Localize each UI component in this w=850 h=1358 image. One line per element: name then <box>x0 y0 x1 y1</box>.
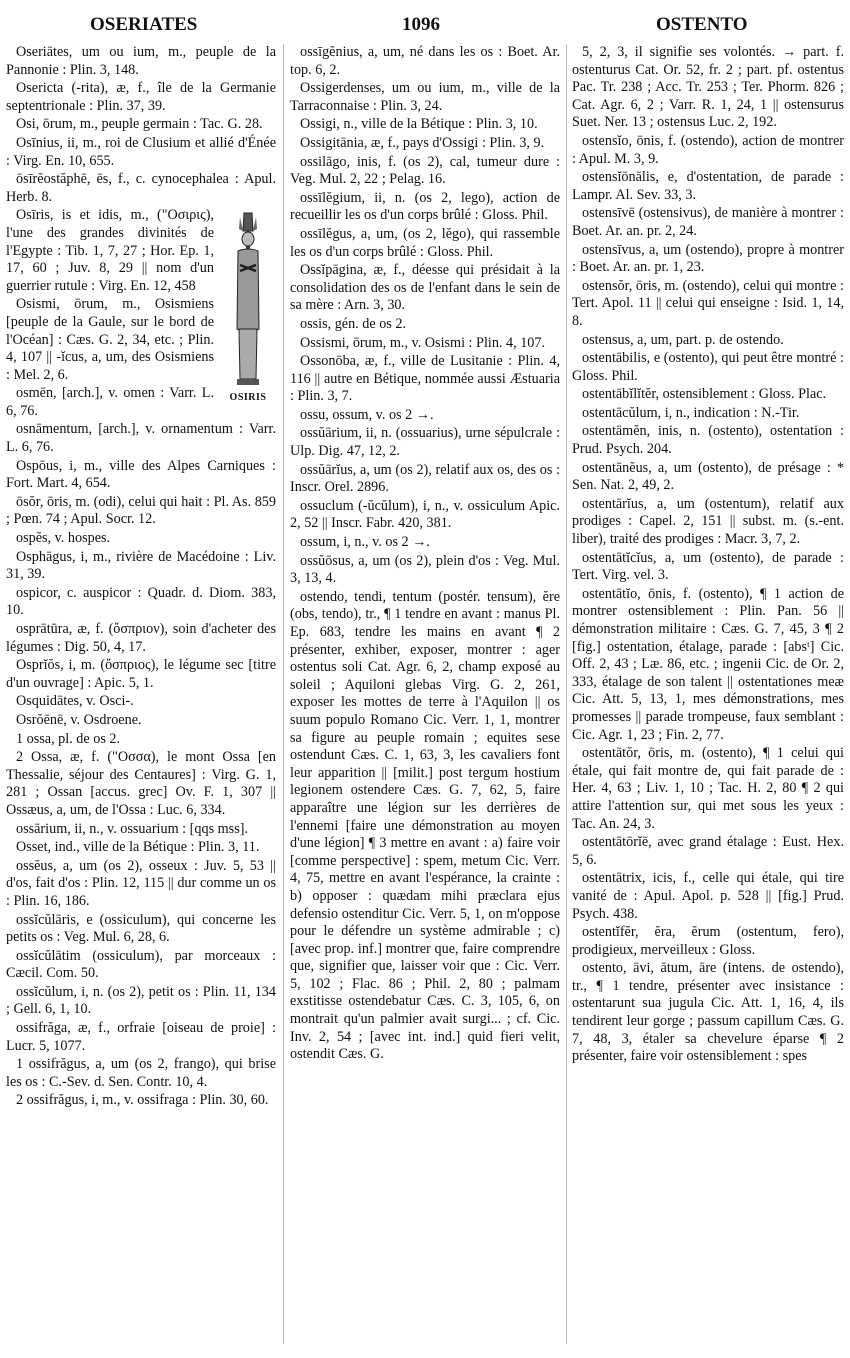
dictionary-entry: ossis, gén. de os 2. <box>300 315 407 332</box>
dictionary-entry: osnāmentum, [arch.], v. ornamentum : Varr. L. 6, 76. <box>6 421 276 456</box>
dictionary-entry: ostentābilis, e (ostento), qui peut être montré : Gloss. Phil. <box>572 350 844 384</box>
dictionary-entry: ostensŏr, ōris, m. (ostendo), celui qui montre : Tert. Apol. 11 || celui qui enseigne : Isid. 1, 14, 8. <box>572 277 844 329</box>
dictionary-entry: ospĕs, v. hospes. <box>16 530 111 547</box>
dictionary-entry: ōsŏr, ōris, m. (odi), celui qui hait : Pl. As. 859 ; Pœn. 74 ; Apul. Socr. 12. <box>6 493 276 528</box>
column-1 <box>6 44 276 1354</box>
running-header <box>0 10 850 44</box>
dictionary-entry: ossilāgo, inis, f. (os 2), cal, tumeur dure : Veg. Mul. 2, 22 ; Pelag. 16. <box>290 153 560 188</box>
dictionary-entry: ossŭārium, ii, n. (ossuarius), urne sépulcrale : Ulp. Dig. 47, 12, 2. <box>290 425 560 460</box>
dictionary-entry: ostentābĭlĭtĕr, ostensiblement : Gloss. Plac. <box>582 386 827 403</box>
dictionary-entry: ostensĭo, ōnis, f. (ostendo), action de montrer : Apul. M. 3, 9. <box>572 132 844 167</box>
dictionary-entry: Osset, ind., ville de la Bétique : Plin. 3, 11. <box>16 839 260 856</box>
dictionary-entry: ostentĭfĕr, ĕra, ĕrum (ostentum, fero), prodigieux, merveilleux : Gloss. <box>572 924 844 958</box>
dictionary-entry: Osphāgus, i, m., rivière de Macédoine : Liv. 31, 39. <box>6 548 276 583</box>
page-number: 1096 <box>402 14 440 35</box>
dictionary-entry: ostentātĭcĭus, a, um (ostento), de parade : Tert. Virg. vel. 3. <box>572 549 844 584</box>
dictionary-entry: ossārium, ii, n., v. ossuarium : [qqs mss]. <box>16 820 248 837</box>
dictionary-entry: 1 ossa, pl. de os 2. <box>16 730 121 747</box>
dictionary-entry: 2 ossifrăgus, i, m., v. ossifraga : Plin. 30, 60. <box>16 1092 269 1109</box>
osiris-statue-icon <box>226 209 270 389</box>
dictionary-entry: osmēn, [arch.], v. omen : Varr. L. 6, 76. <box>6 385 214 419</box>
dictionary-entry: Ossonōba, æ, f., ville de Lusitanie : Plin. 4, 116 || autre en Bétique, nommée aussi Æstuaria : Plin. 3, 7. <box>290 353 560 405</box>
dictionary-entry: ostentātrix, icis, f., celle qui étale, qui tire vanité de : Apul. Apol. p. 528 || [fig.] Prud. Psych. 438. <box>572 870 844 922</box>
dictionary-entry: ossĭcŭlum, i, n. (os 2), petit os : Plin. 11, 134 ; Gell. 6, 1, 10. <box>6 983 276 1018</box>
dictionary-entry: Ossismi, ōrum, m., v. Osismi : Plin. 4, 107. <box>300 334 546 351</box>
dictionary-entry: Osprĭŏs, i, m. (ὄσπριος), le légume sec [titre d'un ouvrage] : Apic. 5, 1. <box>6 657 276 691</box>
dictionary-entry: ostentātĭo, ōnis, f. (ostento), ¶ 1 action de montrer ostensiblement : Plin. Pan. 56 || démonstration militaire : Cæs. G. 7, 45, 3 ¶ 2 [fig.] ostentation, étalage, parade : [absᵗ] Cic. Off. 2, 43 ; Læ. 86, etc. ; ingenii Cic. de Or. 2, 333, étalage de son talent || ostentationes meæ Cic. Att. 5, 13, 1, mes démonstrations, mes promesses || parade trompeuse, faux semblant : Cic. Agr. 1, 23 ; Fin. 2, 77. <box>572 585 844 743</box>
dictionary-entry: Osericta (-rita), æ, f., île de la Germanie septentrionale : Plin. 37, 39. <box>6 80 276 114</box>
dictionary-entry: ostentātŏr, ōris, m. (ostento), ¶ 1 celui qui étale, qui fait montre de, qui fait parade de : Her. 4, 63 ; Liv. 1, 10 ; Tac. H. 2, 80 ¶ 2 qui attire l'attention sur, qui met sous les yeux : Tac. An. 24, 3. <box>572 745 844 832</box>
column-rule <box>283 44 284 1344</box>
dictionary-entry: ostentāmĕn, inis, n. (ostento), ostentation : Prud. Psych. 204. <box>572 423 844 458</box>
osiris-figure <box>220 209 276 407</box>
dictionary-entry: ostensīvē (ostensivus), de manière à montrer : Boet. Ar. an. pr. 2, 24. <box>572 205 844 239</box>
column-rule <box>566 44 567 1344</box>
dictionary-entry: ossŭōsus, a, um (os 2), plein d'os : Veg. Mul. 3, 13, 4. <box>290 552 560 587</box>
dictionary-entry: ossum, i, n., v. os 2 →. <box>300 534 430 551</box>
dictionary-entry: Ossigerdenses, um ou ium, m., ville de la Tarraconnaise : Plin. 3, 24. <box>290 80 560 114</box>
dictionary-entry: 2 Ossa, æ, f. ("Οσσα), le mont Ossa [en Thessalie, séjour des Centaures] : Virg. G. 1, 281 ; Ossan [accus. grec] Ov. F. 1, 307 || Ossæus, a, um, de l'Ossa : Luc. 6, 334. <box>6 749 276 818</box>
dictionary-entry: osprātūra, æ, f. (ὄσπριον), soin d'acheter des légumes : Dig. 50, 4, 17. <box>6 621 276 655</box>
figure-caption: OSIRIS <box>229 392 267 404</box>
dictionary-entry: Ossigi, n., ville de la Bétique : Plin. 3, 10. <box>300 116 538 133</box>
dictionary-entry: ostentācŭlum, i, n., indication : N.-Tir. <box>582 404 800 421</box>
dictionary-entry: Ospōus, i, m., ville des Alpes Carniques : Fort. Mart. 4, 654. <box>6 457 276 492</box>
dictionary-entry: ostensus, a, um, part. p. de ostendo. <box>582 331 784 348</box>
dictionary-entry: ostensīvus, a, um (ostendo), propre à montrer : Boet. Ar. an. pr. 1, 23. <box>572 241 844 276</box>
dictionary-entry: ostensĭōnālis, e, d'ostentation, de parade : Lampr. Al. Sev. 33, 3. <box>572 169 844 203</box>
dictionary-entry: ossīgĕnius, a, um, né dans les os : Boet. Ar. top. 6, 2. <box>290 44 560 78</box>
column-3 <box>572 44 844 1354</box>
dictionary-entry: Osismi, ōrum, m., Osismiens [peuple de la Gaule, sur le bord de l'Océan] : Cæs. G. 2, 34, etc. ; Plin. 4, 107 || -ĭcus, a, um, des Osismiens : Mel. 2, 6. <box>6 296 214 383</box>
dictionary-entry: ossŭārĭus, a, um (os 2), relatif aux os, des os : Inscr. Orel. 2896. <box>290 461 560 496</box>
dictionary-entry: ossu, ossum, v. os 2 →. <box>300 406 434 423</box>
dictionary-entry: ossīlĕgus, a, um, (os 2, lĕgo), qui rassemble les os d'un corps brûlé : Gloss. Phil. <box>290 225 560 260</box>
dictionary-entry: ossĭcŭlātim (ossiculum), par morceaux : Cæcil. Com. 50. <box>6 947 276 982</box>
dictionary-entry: Osrŏēnē, v. Osdroene. <box>16 711 142 728</box>
dictionary-entry: Osīris, is et idis, m., ("Οσιρις), l'une des grandes divinités de l'Egypte : Tib. 1, 7, 27 ; Hor. Ep. 1, 17, 60 ; Juv. 8, 29 || nom d'un guerrier rutule : Virg. En. 12, 458 <box>6 207 214 294</box>
dictionary-entry: Oseriātes, um ou ium, m., peuple de la Pannonie : Plin. 3, 148. <box>6 44 276 78</box>
dictionary-entry: ossuclum (-ŭcŭlum), i, n., v. ossiculum Apic. 2, 52 || Inscr. Fabr. 420, 381. <box>290 497 560 532</box>
dictionary-entry: ostento, āvi, ātum, āre (intens. de ostendo), tr., ¶ 1 tendre, présenter avec insistance : ostentarunt sua jugula Cic. Att. 1, 16, 4, ils tendirent leur gorge ; passum capillum Cæs. G. 7, 48, 3, étaler sa chevelure éparse ¶ 2 présenter, faire voir ostensiblement : spes <box>572 960 844 1065</box>
header-first-entry: OSERIATES <box>90 14 198 35</box>
dictionary-entry: Ossĭpāgina, æ, f., déesse qui présidait à la consolidation des os de l'enfant dans le sein de sa mère : Arn. 3, 30. <box>290 262 560 314</box>
dictionary-entry: ossĕus, a, um (os 2), osseux : Juv. 5, 53 || d'os, fait d'os : Plin. 12, 115 || dur comme un os : Plin. 16, 186. <box>6 857 276 909</box>
dictionary-entry: Osīnius, ii, m., roi de Clusium et allié d'Énée : Virg. En. 10, 655. <box>6 134 276 169</box>
column-2 <box>290 44 560 1354</box>
dictionary-entry: ostentānĕus, a, um (ostento), de présage : * Sen. Nat. 2, 49, 2. <box>572 459 844 494</box>
dictionary-entry: ostentātōrĭē, avec grand étalage : Eust. Hex. 5, 6. <box>572 834 844 868</box>
dictionary-entry: Osi, ōrum, m., peuple germain : Tac. G. 28. <box>16 116 263 133</box>
dictionary-entry: 5, 2, 3, il signifie ses volontés. → part. f. ostenturus Cat. Or. 52, fr. 2 ; part. pf. ostentus Pac. Tr. 238 ; Acc. Tr. 253 ; Ter. Phorm. 826 ; Cat. Agr. 6, 2 ; Varr. R. 1, 24, 1 || ostensurus Suet. Ner. 13 ; ostensus Luc. 2, 192. <box>572 44 844 131</box>
header-last-entry: OSTENTO <box>656 14 748 35</box>
dictionary-entry: ōsīrĕostăphē, ēs, f., c. cynocephalea : Apul. Herb. 8. <box>6 171 276 205</box>
dictionary-entry: Ossigitānia, æ, f., pays d'Ossigi : Plin. 3, 9. <box>300 134 545 151</box>
dictionary-entry: ostentārĭus, a, um (ostentum), relatif aux prodiges : Capel. 2, 151 || subst. m. (s.-ent. liber), traité des prodiges : Macr. 3, 7, 2. <box>572 495 844 548</box>
dictionary-entry: ospicor, c. auspicor : Quadr. d. Diom. 383, 10. <box>6 584 276 619</box>
dictionary-entry: ossifrăga, æ, f., orfraie [oiseau de proie] : Lucr. 5, 1077. <box>6 1020 276 1054</box>
dictionary-entry: Osquidātes, v. Osci-. <box>16 693 134 710</box>
dictionary-entry: 1 ossifrăgus, a, um (os 2, frango), qui brise les os : C.-Sev. d. Sen. Contr. 10, 4. <box>6 1056 276 1090</box>
dictionary-entry: ostendo, tendi, tentum (postér. tensum), ĕre (obs, tendo), tr., ¶ 1 tendre en avant : manus Pl. Ep. 683, tendre les mains en avant ¶ 2 présenter, exhiber, exposer, montrer : ager ostentus soli Cat. Agr. 6, 2, champ exposé au soleil ; Aquiloni glebas Virg. G. 2, 261, exposer les mottes de terre à l'Aquilon || os suum populo Romano Cic. Verr. 1, 1, montrer sa figure au peuple romain ; equites sese ostendunt Cæs. C. 1, 63, 3, les cavaliers font leur apparition || [milit.] post tergum hostium legionem ostendere Cæs. G. 7, 62, 5, faire apparaître une légion sur les derrières de l'ennemi [faire une démonstration au moyen d'une légion] ¶ 3 mettre en avant : a) faire voir [comme perspective] : spem, metum Cic. Verr. 4, 75, mettre en avant l'espérance, la crainte : b) opposer : quædam mihi præclara ejus defensio ostenditur Cic. Verr. 5, 1, on m'oppose pour le défendre un système admirable ; c) [avec prop. inf.] montrer que, faire comprendre que, signifier que, laisser voir que : Cic. Verr. 5, 102 ; Flac. 86 ; Phil. 2, 80 ; palmam exstitisse ostendebatur Cæs. C. 3, 105, 6, on montrait qu'un palmier avait surgi... ; cf. Cic. Inv. 2, 54 ; [avec int. ind.] quid fieri velit, ostendit Cæs. G. <box>290 588 560 1063</box>
dictionary-entry: ossīlĕgium, ii, n. (os 2, lego), action de recueillir les os d'un corps brûlé : Gloss. Phil. <box>290 189 560 224</box>
dictionary-entry: ossĭcŭlāris, e (ossiculum), qui concerne les petits os : Veg. Mul. 6, 28, 6. <box>6 911 276 946</box>
